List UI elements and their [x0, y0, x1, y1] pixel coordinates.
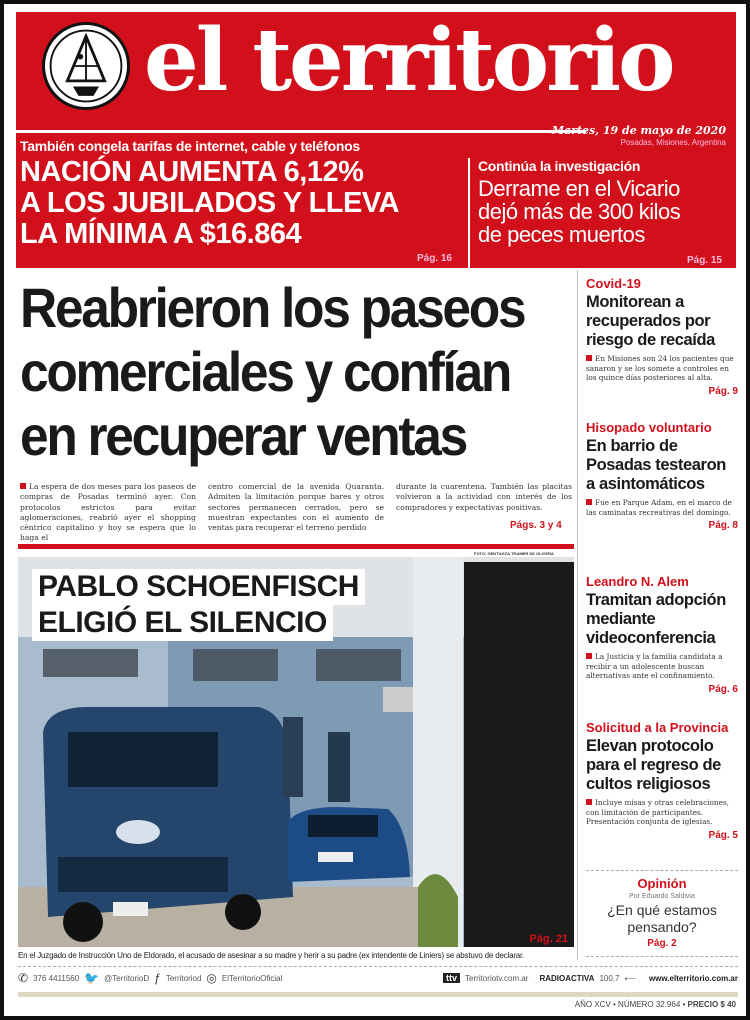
page-ref: Pág. 2 — [647, 938, 677, 949]
main-headline[interactable] — [20, 276, 572, 468]
photo-headline-line: ELIGIÓ EL SILENCIO — [32, 605, 333, 641]
headline-line: comerciales y confían — [20, 340, 511, 403]
page-ref: Pág. 5 — [708, 829, 738, 841]
sidebar-story[interactable] — [586, 420, 738, 531]
instagram-handle[interactable]: ElTerritorioOficial — [221, 973, 283, 983]
headline-line: en recuperar ventas — [20, 404, 466, 467]
sidebar-divider — [577, 270, 578, 960]
tv-link[interactable]: Territoriotv.com.ar — [465, 973, 529, 983]
logo-icon — [42, 22, 130, 110]
page-ref: Pág. 15 — [686, 255, 722, 266]
issue-date: Martes, 19 de mayo de 2020 — [551, 124, 726, 137]
summary: En Misiones son 24 los pacientes que sanaron y se los somete a controles en los quince días posteriores al alta. — [586, 354, 734, 383]
kicker: Leandro N. Alem — [586, 574, 689, 589]
headline — [478, 177, 732, 246]
kicker: Hisopado voluntario — [586, 420, 712, 435]
footer-rule — [18, 992, 738, 997]
kicker: También congela tarifas de internet, cable y teléfonos — [20, 138, 360, 154]
facebook-handle[interactable]: Territoriod — [165, 973, 202, 983]
masthead — [16, 12, 736, 268]
sidebar-story[interactable] — [586, 574, 738, 695]
headline-line: Derrame en el Vicario — [478, 176, 680, 201]
kicker: Continúa la investigación — [478, 158, 641, 174]
photo-headline-line: PABLO SCHOENFISCH — [32, 569, 365, 605]
headline-line: LA MÍNIMA A $16.864 — [20, 218, 302, 250]
body-text: durante la cuarentena. También las placitas volvieron a la actividad con interés de los compradores y expectativas positivas. — [396, 482, 572, 512]
instagram-icon: ◎ — [206, 971, 217, 985]
divider — [18, 966, 738, 967]
top-left-story[interactable] — [20, 138, 462, 264]
headline-line: NACIÓN AUMENTA 6,12% — [20, 156, 364, 188]
red-rule — [18, 544, 574, 549]
whatsapp-icon: ✆ — [18, 971, 29, 985]
price: PRECIO $ 40 — [687, 1000, 736, 1009]
summary: La Justicia y la familia candidata a recibir a un adolescente buscan alternativas ante el confinamiento. — [586, 652, 723, 681]
whatsapp-number[interactable]: 376 4411560 — [33, 973, 80, 983]
twitter-handle[interactable]: @TerritorioD — [104, 973, 150, 983]
sidebar-story[interactable] — [586, 720, 738, 841]
author: Por Eduardo Saldivia — [629, 893, 695, 900]
divider — [468, 158, 470, 268]
footer-bar — [18, 970, 738, 986]
arrow-icon: ⟵ — [624, 973, 636, 983]
radio-name: RADIOACTIVA — [539, 973, 595, 983]
body-text: La espera de dos meses para los paseos de compras de Posadas terminó ayer. Con protocolos estrictos para evitar aglomeraciones, reabrió ayer el shopping céntrico capitalino y hoy se espera que lo haga el — [20, 482, 196, 543]
masthead-title: el territorio — [144, 10, 673, 111]
headline: Elevan protocolo para el regreso de cultos religiosos — [586, 737, 721, 793]
bullet-icon — [586, 355, 592, 361]
issue-place: Posadas, Misiones, Argentina — [620, 138, 726, 147]
kicker: Covid-19 — [586, 276, 641, 291]
body-text: centro comercial de la avenida Quaranta. Admiten la limitación porque bares y otros sectores permanecen cerrados, pero se muestran expectantes con el aumento de ventas para recuperar el terreno perdido — [208, 482, 384, 533]
divider — [16, 130, 586, 133]
page-ref: Págs. 3 y 4 — [510, 520, 562, 531]
bullet-icon — [586, 653, 592, 659]
headline-line: A LOS JUBILADOS Y LLEVA — [20, 187, 399, 219]
page-ref: Pág. 16 — [416, 253, 452, 264]
headline-line: dejó más de 300 kilos — [478, 199, 681, 224]
issue-info — [575, 1000, 736, 1009]
kicker: Opinión — [637, 876, 687, 891]
headline: Tramitan adopción mediante videoconferencia — [586, 591, 726, 647]
page-ref: Pág. 21 — [529, 933, 568, 945]
top-right-story[interactable] — [478, 158, 732, 266]
tv-logo: ttv — [443, 973, 460, 983]
summary: Incluye misas y otras celebraciones, con limitación de participantes. Presentación conjunta de iglesias. — [586, 798, 730, 827]
facebook-icon: ƒ — [154, 971, 161, 985]
kicker: Solicitud a la Provincia — [586, 720, 729, 735]
photo-caption: En el Juzgado de Instrucción Uno de Eldorado, el acusado de asesinar a su madre y herir a su padre (ex intendente de Liniers) se abstuvo de declarar. — [18, 951, 525, 960]
divider — [586, 870, 738, 871]
divider — [586, 956, 738, 957]
bullet-icon — [20, 483, 26, 489]
sidebar-story[interactable] — [586, 276, 738, 397]
page-ref: Pág. 6 — [708, 683, 738, 695]
issue-number: AÑO XCV • NÚMERO 32.964 • — [574, 1000, 688, 1009]
page-ref: Pág. 8 — [708, 520, 738, 532]
headline: Monitorean a recuperados por riesgo de recaída — [586, 293, 715, 349]
news-photo[interactable] — [18, 557, 574, 947]
front-page — [4, 4, 746, 1016]
opinion-box[interactable] — [586, 876, 738, 949]
website-link[interactable]: www.elterritorio.com.ar — [648, 973, 738, 983]
radio-frequency: 100.7 — [599, 973, 620, 983]
headline: En barrio de Posadas testearon a asintomáticos — [586, 437, 726, 493]
headline-line: de peces muertos — [478, 222, 645, 247]
twitter-icon: 🐦 — [84, 971, 100, 985]
summary: Fue en Parque Adam, en el marco de las caminatas recreativas del domingo. — [586, 498, 732, 517]
main-body — [20, 482, 572, 544]
headline-line: Reabrieron los paseos — [20, 276, 525, 339]
bullet-icon — [586, 499, 592, 505]
headline: ¿En qué estamos pensando? — [607, 902, 717, 935]
page-ref: Pág. 9 — [708, 385, 738, 397]
headline — [20, 157, 462, 250]
photo-credit: FOTO: GENTILEZA TRAMER DE OLIVERA — [474, 551, 554, 556]
bullet-icon — [586, 799, 592, 805]
